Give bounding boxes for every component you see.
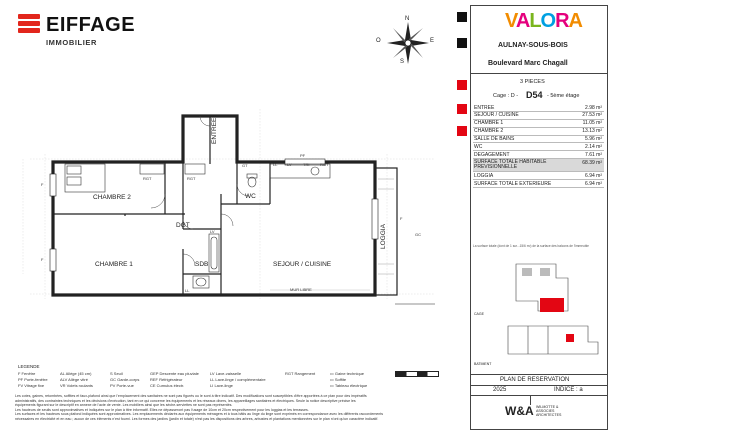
window-label-1: F — [41, 182, 44, 187]
fixture-lv: LV — [287, 162, 292, 167]
fixture-ll-2: LL — [185, 288, 190, 293]
mur-libre-label: MUR LIBRE — [290, 287, 312, 292]
marker-square-5 — [457, 126, 467, 136]
note-line: Les surfaces et les hauteurs sous plafond indiquées sont approximatives. Les emplacements déclarés aux équipements ménagers et à tous bâtis au linge du linge sont exprimés en correspondance avec les différents raccordements — [15, 412, 384, 417]
room-wc: WC — [245, 193, 256, 200]
room-sdb: SDB — [195, 261, 209, 268]
floor-plan-drawing — [15, 104, 460, 309]
garde-corps-label: GC — [415, 232, 421, 237]
lot-type: 3 PIECES — [520, 79, 545, 85]
surface-value: 6.94 m² — [585, 172, 602, 179]
note-line: Les cotes, gaines, retombées, soffites et faux-plafond ainsi que l'emplacement des sanitaires ne sont pas figurés ou le sont à titre indicatif. Des modifications sont susceptibles d'être apportées à ce plan pour des impératifs — [15, 394, 367, 398]
surface-label: CHAMBRE 1 — [474, 120, 504, 127]
surface-row — [473, 136, 604, 144]
compass-north-label: N — [405, 16, 410, 22]
marker-square-3 — [457, 80, 467, 90]
surface-label: CHAMBRE 2 — [474, 128, 504, 135]
surface-value: 68.39 m² — [582, 159, 602, 166]
note-line: équipements figurant sur le descriptif en annexe de l'acte de vente. Les mobiliers ainsi que les sèche-serviettes ne sont pas représentés. — [15, 403, 233, 408]
surface-row — [473, 143, 604, 151]
fixture-ll: LL — [273, 162, 278, 167]
marker-square-1 — [457, 12, 467, 22]
surface-row — [473, 104, 604, 112]
compass-east-label: E — [430, 38, 435, 44]
surface-value: 2.98 m² — [585, 104, 602, 111]
room-loggia: LOGGIA — [380, 224, 387, 249]
fixture-lv-2: LV — [210, 229, 215, 234]
legend-item: RGT Rangement — [285, 371, 316, 376]
panel-note: La surface totale (dont de 1 sur...15/6 m²) de la surface des balcons de l'immeuble — [473, 244, 589, 248]
room-dgt: DGT — [176, 222, 190, 229]
fixture-tri: TRI — [303, 162, 310, 167]
floor-plan — [15, 104, 460, 309]
fixture-gt: GT — [242, 163, 248, 168]
legend-symbol: ▭ Soffite — [330, 377, 347, 382]
separator-2 — [470, 374, 608, 375]
info-panel — [470, 5, 608, 430]
legend-item: VR Volets roulants — [60, 383, 93, 388]
valora-brand-logo — [505, 10, 605, 32]
brand-letter: O — [540, 10, 556, 32]
brand-letter: A — [515, 10, 530, 32]
surfaces-table — [473, 104, 604, 188]
project-street: Boulevard Marc Chagall — [488, 60, 568, 67]
room-chambre-1: CHAMBRE 1 — [95, 261, 133, 268]
window-label-2: F — [41, 257, 44, 262]
legend-item: LL Lave-linge / complémentaire — [210, 377, 266, 382]
keyplan-batiment-label: BATIMENT — [474, 362, 492, 366]
plan-year: 2025 — [493, 387, 507, 393]
compass-south-label: S — [400, 59, 405, 65]
surface-value: 11.05 m² — [582, 120, 602, 127]
scale-bar — [395, 371, 439, 377]
surface-label: SURFACE TOTALE EXTERIEURE — [474, 180, 552, 187]
legend-item: PF Porte-fenêtre — [18, 377, 48, 382]
key-plan — [478, 256, 604, 366]
compass-rose-icon — [383, 18, 433, 68]
surface-value: 13.13 m² — [582, 128, 602, 135]
marker-square-4 — [457, 104, 467, 114]
legend-item: FV Vitrage fixe — [18, 383, 45, 388]
surface-row — [473, 159, 604, 172]
separator-3 — [470, 385, 608, 386]
brand-letter: V — [505, 10, 516, 32]
legend-item: LV Lave-vaisselle — [210, 371, 242, 376]
legend-item: CE Cumulus électr. — [150, 383, 185, 388]
project-city: AULNAY-SOUS-BOIS — [498, 42, 568, 49]
legend-item: GC Garde-corps — [110, 377, 140, 382]
room-entree: ENTREE — [211, 117, 218, 144]
fixture-rgt-2: RGT — [187, 176, 196, 181]
surface-value: 5.96 m² — [585, 136, 602, 143]
lot-number: D54 — [526, 90, 543, 100]
surface-label: WC — [474, 143, 483, 150]
note-line: administratifs, des contraintes techniques et les décisions d'exécution, tant en ce qui concerne les équipements et les réseaux divers, les appareillages sanitaires et électriques. Seule la notice descriptive précise les — [15, 398, 356, 403]
surface-value: 27.53 m² — [582, 112, 602, 119]
window-label-3: F — [400, 216, 403, 221]
legend-item: LI Lave-linge — [210, 383, 233, 388]
logo-name: EIFFAGE — [46, 14, 136, 36]
surface-value: 2.14 m² — [585, 143, 602, 150]
legend-item: PV Porte-vue — [110, 383, 134, 388]
room-chambre-2: CHAMBRE 2 — [93, 194, 131, 201]
legend-item: REF Réfrigérateur — [150, 377, 183, 382]
legend-item: GEP Descente eau pluviale — [150, 371, 199, 376]
brand-letter: A — [568, 10, 582, 32]
brand-letter: L — [529, 10, 541, 32]
plan-title: PLAN DE RESERVATION — [500, 377, 570, 383]
legend-item: F Fenêtre — [18, 371, 36, 376]
legend-title: LEGENDE — [18, 364, 40, 369]
surface-label: SEJOUR / CUISINE — [474, 112, 519, 119]
legend-item: S Seuil — [110, 371, 123, 376]
marker-square-2 — [457, 38, 467, 48]
porte-fenetre-label: PF — [300, 153, 306, 158]
surface-row — [473, 128, 604, 136]
lot-cage: Cage : D - — [493, 93, 519, 99]
surface-label: SURFACE TOTALE HABITABLE PREVISIONNELLE — [474, 158, 547, 171]
plan-index: INDICE : a — [554, 387, 583, 393]
surface-label: ENTREE — [474, 104, 495, 111]
surface-row — [473, 172, 604, 180]
architect-name: WILMOTTE & ASSOCIES ARCHITECTES — [536, 405, 562, 418]
surface-value: 6.94 m² — [585, 180, 602, 187]
compass-west-label: O — [376, 38, 381, 44]
surface-label: DEGAGEMENT — [474, 151, 510, 158]
surface-label: LOGGIA — [474, 172, 494, 179]
legend-item: ALV Allège vitré — [60, 377, 88, 382]
surface-row — [473, 180, 604, 188]
note-line: nécessaires en électricité et en eau ; aucun de ces éléments n'est fourni. Les formes des jardins (jardin et totale) n'est pas les dispositions des arbres, arbustes et plantations mentionnées sur le plan n'ont qu'un caractère indicatif. — [15, 416, 379, 421]
legend-symbol: ▭ Gaine technique — [330, 371, 365, 376]
eiffage-logo-mark — [18, 14, 40, 36]
lot-floor: - 5ème étage — [547, 93, 580, 99]
note-line: Les hauteurs de seuils sont approximatives et indiquées sur le plan à titre informatif. Elles ne dépasseront pas l'usage de 10cm et 20cm respectivement pour les loggias et les terrasses. — [15, 407, 309, 412]
legend-symbol: ▭ Tableau électrique — [330, 383, 368, 388]
separator-1 — [470, 73, 608, 74]
brand-letter: R — [555, 10, 569, 32]
fixture-rgt-3: RGT — [320, 162, 329, 167]
room-sejour-cuisine: SEJOUR / CUISINE — [273, 261, 332, 268]
fixture-rgt-1: RGT — [143, 176, 152, 181]
surface-label: SALLE DE BAINS — [474, 136, 515, 143]
separator-4 — [470, 395, 608, 396]
surface-row — [473, 112, 604, 120]
legend-item: AL Allège (45 cm) — [60, 371, 92, 376]
legal-notes — [15, 394, 455, 422]
keyplan-cage-label: CAGE — [474, 312, 484, 316]
logo-subtitle: IMMOBILIER — [46, 38, 97, 47]
eiffage-logo — [18, 14, 158, 48]
architect-mark-icon: W&A — [505, 404, 534, 418]
surface-value: 7.61 m² — [585, 151, 602, 158]
surface-row — [473, 120, 604, 128]
